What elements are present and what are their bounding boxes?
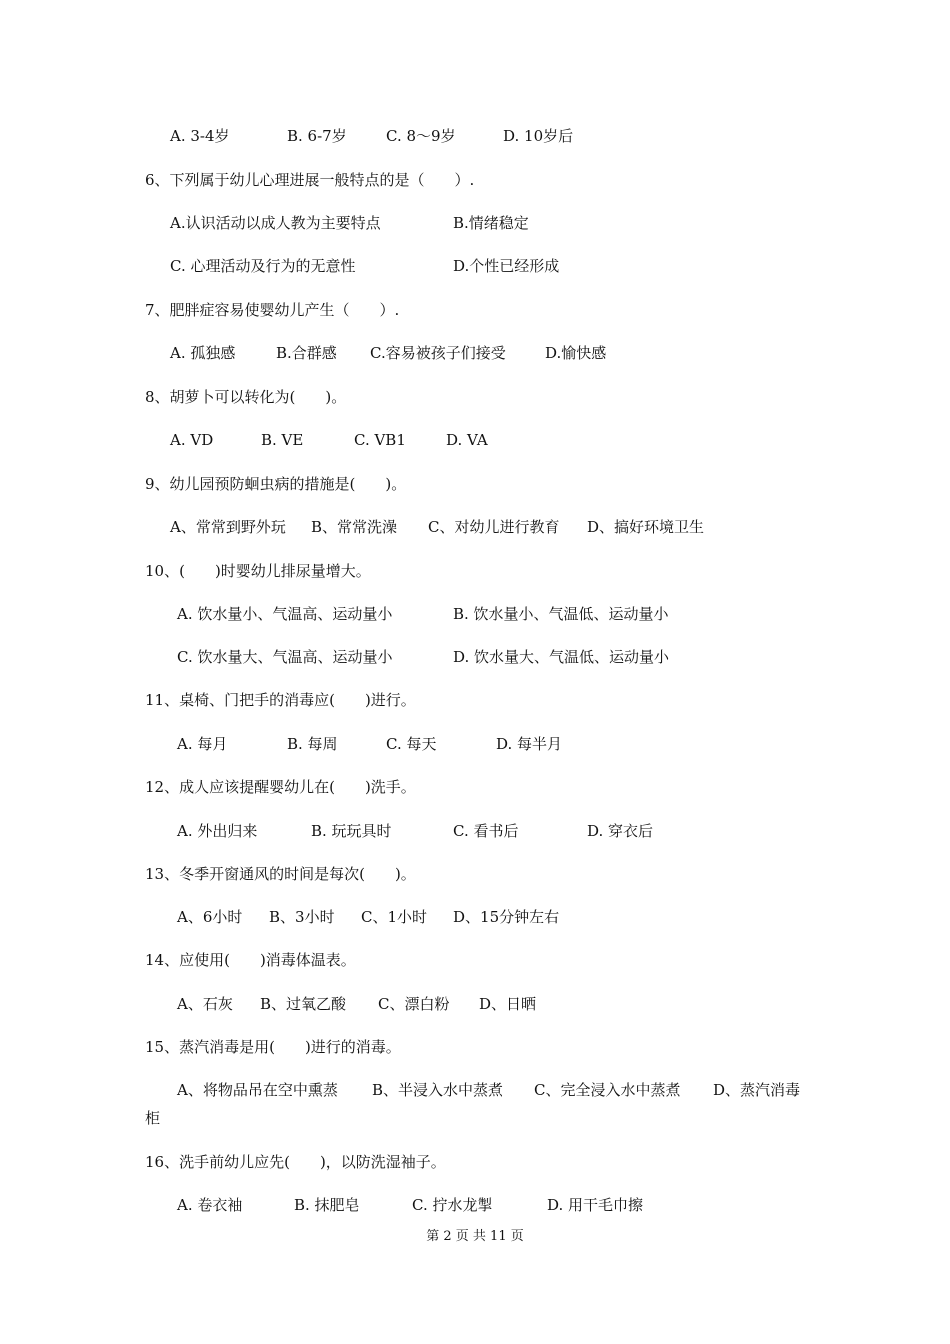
question-11-stem: 11、桌椅、门把手的消毒应( )进行。	[145, 691, 416, 709]
option-b: B. 6-7岁	[287, 127, 347, 145]
option-c: C. VB1	[354, 431, 406, 449]
option-d: D.个性已经形成	[453, 257, 560, 275]
option-c: C. 饮水量大、气温高、运动量小	[177, 648, 393, 666]
option-d: D. 每半月	[496, 735, 563, 753]
option-c: C. 每天	[386, 735, 437, 753]
option-b: B. 每周	[287, 735, 338, 753]
option-c: C、1小时	[361, 908, 428, 926]
option-b: B. 抹肥皂	[294, 1196, 360, 1214]
question-10-stem: 10、( )时婴幼儿排尿量增大。	[145, 562, 371, 580]
option-c: C. 看书后	[453, 822, 519, 840]
option-a: A. 3-4岁	[170, 127, 230, 145]
question-8-stem: 8、胡萝卜可以转化为( )。	[145, 388, 347, 406]
option-d: D. 10岁后	[503, 127, 574, 145]
option-d: D. 饮水量大、气温低、运动量小	[453, 648, 670, 666]
option-b: B.合群感	[276, 344, 337, 362]
option-a: A.认识活动以成人教为主要特点	[170, 214, 381, 232]
option-a: A. 卷衣袖	[177, 1196, 243, 1214]
option-b: B.情绪稳定	[453, 214, 529, 232]
option-d: D.愉快感	[545, 344, 607, 362]
question-13-stem: 13、冬季开窗通风的时间是每次( )。	[145, 865, 416, 883]
option-b: B、过氧乙酸	[260, 995, 347, 1013]
question-9-stem: 9、幼儿园预防蛔虫病的措施是( )。	[145, 475, 407, 493]
option-b: B、3小时	[269, 908, 335, 926]
question-14-stem: 14、应使用( )消毒体温表。	[145, 951, 356, 969]
option-a: A. 孤独感	[170, 344, 236, 362]
option-b: B、半浸入水中蒸煮	[372, 1081, 504, 1099]
option-a: A. 饮水量小、气温高、运动量小	[177, 605, 393, 623]
question-15-option-continuation: 柜	[145, 1109, 161, 1127]
option-d: D. 用干毛巾擦	[547, 1196, 644, 1214]
option-b: B、常常洗澡	[311, 518, 398, 536]
option-a: A. 外出归来	[177, 822, 258, 840]
question-6-stem: 6、下列属于幼儿心理进展一般特点的是（ ）.	[145, 171, 475, 189]
option-b: B. 饮水量小、气温低、运动量小	[453, 605, 669, 623]
option-a: A. VD	[170, 431, 214, 449]
option-d: D. 穿衣后	[587, 822, 654, 840]
option-c: C. 拧水龙掣	[412, 1196, 493, 1214]
option-d: D. VA	[446, 431, 488, 449]
option-c: C、对幼儿进行教育	[428, 518, 560, 536]
question-15-stem: 15、蒸汽消毒是用( )进行的消毒。	[145, 1038, 401, 1056]
question-12-stem: 12、成人应该提醒婴幼儿在( )洗手。	[145, 778, 416, 796]
question-7-stem: 7、肥胖症容易使婴幼儿产生（ ）.	[145, 301, 400, 319]
option-a: A、常常到野外玩	[170, 518, 286, 536]
option-b: B. VE	[261, 431, 304, 449]
option-c: C、漂白粉	[378, 995, 450, 1013]
option-c: C.容易被孩子们接受	[370, 344, 506, 362]
option-d: D、15分钟左右	[453, 908, 560, 926]
option-d: D、蒸汽消毒	[713, 1081, 801, 1099]
option-c: C. 心理活动及行为的无意性	[170, 257, 356, 275]
option-a: A、6小时	[177, 908, 243, 926]
option-d: D、搞好环境卫生	[587, 518, 705, 536]
option-c: C. 8～9岁	[386, 127, 456, 145]
option-a: A. 每月	[177, 735, 228, 753]
option-a: A、石灰	[177, 995, 233, 1013]
option-c: C、完全浸入水中蒸煮	[534, 1081, 681, 1099]
option-d: D、日晒	[479, 995, 537, 1013]
question-16-stem: 16、洗手前幼儿应先( )，以防洗湿袖子。	[145, 1153, 446, 1171]
option-a: A、将物品吊在空中熏蒸	[177, 1081, 338, 1099]
page-number-footer: 第 2 页 共 11 页	[426, 1229, 524, 1244]
option-b: B. 玩玩具时	[311, 822, 392, 840]
